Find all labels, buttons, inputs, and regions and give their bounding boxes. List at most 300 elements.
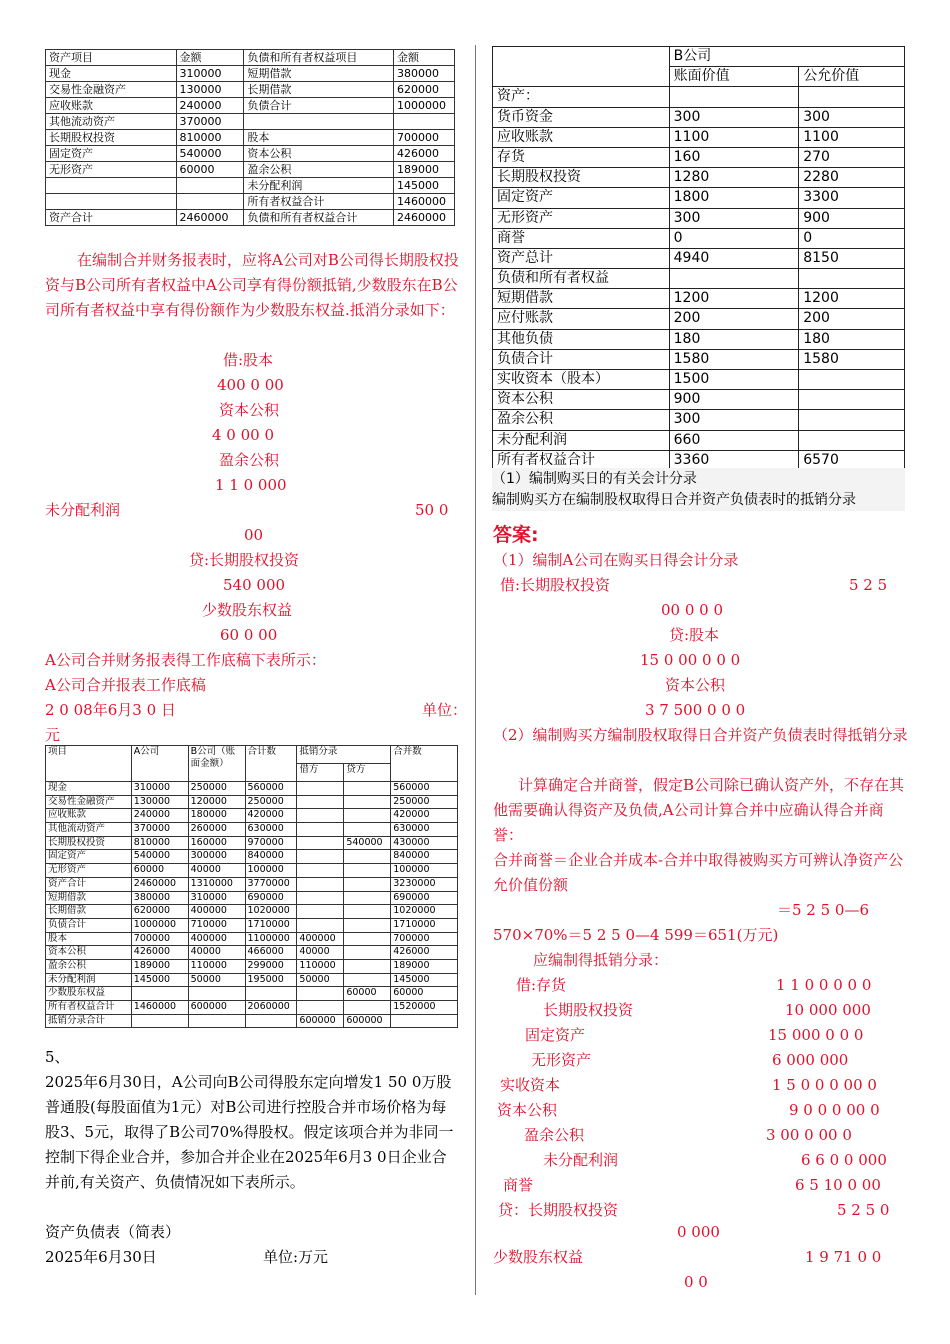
table-cell: [131, 1014, 188, 1028]
table-cell: [344, 905, 391, 919]
answer-1-credit: 贷:股本: [669, 626, 720, 644]
table-cell: [344, 959, 391, 973]
table-cell: [297, 877, 344, 891]
table-cell: 现金: [46, 66, 177, 82]
table-row: [493, 188, 905, 208]
table-cell: [297, 918, 344, 932]
elim-long-term-investment-label: 长期股权投资: [543, 1001, 634, 1019]
table-cell: [297, 823, 344, 837]
table-cell: [297, 891, 344, 905]
table-cell: 189000: [131, 959, 188, 973]
table-row: [46, 146, 455, 162]
table-cell: 60000: [344, 987, 391, 1001]
table-cell: 股本: [244, 130, 394, 146]
table-cell: 借方: [297, 764, 344, 782]
table-cell: 180000: [188, 809, 245, 823]
table-cell: 合并数: [391, 746, 458, 782]
table-cell: 资产项目: [46, 50, 177, 66]
table-cell: 400000: [188, 905, 245, 919]
problem-number: 5、: [45, 1048, 70, 1066]
table-cell: [297, 795, 344, 809]
table-cell: 长期股权投资: [46, 836, 132, 850]
table-cell: 380000: [131, 891, 188, 905]
table-cell: 540000: [176, 146, 244, 162]
table-row: [46, 130, 455, 146]
table-cell: 账面价值: [669, 67, 799, 87]
table-cell: 资产合计: [46, 210, 177, 226]
table-cell: 660: [669, 430, 799, 450]
table-cell: 资本公积: [244, 146, 394, 162]
table-cell: 430000: [391, 836, 458, 850]
table-cell: [344, 932, 391, 946]
table-cell: 长期借款: [46, 905, 132, 919]
table-cell: 1100: [669, 127, 799, 147]
table-row: [46, 959, 458, 973]
table-cell: A公司: [131, 746, 188, 782]
table-cell: 900: [799, 208, 905, 228]
table-cell: 299000: [245, 959, 297, 973]
elim-undistributed-profit-amount: 6 6 0 0 000: [801, 1151, 887, 1169]
table-cell: 710000: [188, 918, 245, 932]
table-cell: 金额: [176, 50, 244, 66]
table-cell: 970000: [245, 836, 297, 850]
entry-credit-investment: 贷:长期股权投资: [189, 551, 300, 569]
sheet-title: 资产负债表（简表）: [45, 1223, 181, 1241]
table-cell: 420000: [245, 809, 297, 823]
table-row: [493, 349, 905, 369]
table-cell: [188, 987, 245, 1001]
table-row: [46, 210, 455, 226]
table-cell: 长期股权投资: [493, 168, 670, 188]
table-cell: 1020000: [391, 905, 458, 919]
table-cell: 6570: [799, 450, 905, 470]
table-cell: 盈余公积: [244, 162, 394, 178]
table-row: [46, 836, 458, 850]
entry-amount: 1 1 0 000: [215, 476, 287, 494]
table-cell: 840000: [391, 850, 458, 864]
table-cell: 620000: [131, 905, 188, 919]
table-cell: [344, 918, 391, 932]
table-cell: 货币资金: [493, 107, 670, 127]
table-cell: 资产：: [493, 87, 670, 107]
table-row: [493, 127, 905, 147]
table-cell: 310000: [131, 782, 188, 796]
table-header-row: [46, 50, 455, 66]
table-cell: 长期股权投资: [46, 130, 177, 146]
table-row: [493, 410, 905, 430]
table-cell: 540000: [344, 836, 391, 850]
entry-minority-interest: 少数股东权益: [202, 601, 293, 619]
table-cell: 100000: [391, 864, 458, 878]
table-cell: 资本公积: [493, 390, 670, 410]
table-cell: 3300: [799, 188, 905, 208]
table-cell: [394, 114, 455, 130]
table-cell: 40000: [297, 946, 344, 960]
table-cell: [799, 410, 905, 430]
table-cell: 690000: [391, 891, 458, 905]
table-cell: 项目: [46, 746, 132, 782]
elim-paid-in-capital-label: 实收资本: [500, 1076, 561, 1094]
table-cell: 3230000: [391, 877, 458, 891]
table-cell: 130000: [131, 795, 188, 809]
table-cell: 810000: [131, 836, 188, 850]
elim-paid-in-capital-amount: 1 5 0 0 0 00 0: [772, 1076, 877, 1094]
table-cell: 260000: [188, 823, 245, 837]
table-cell: 未分配利润: [46, 973, 132, 987]
table-cell: 100000: [245, 864, 297, 878]
table-row: [46, 987, 458, 1001]
table-cell: 4940: [669, 248, 799, 268]
table-row: [46, 973, 458, 987]
table-cell: 240000: [176, 98, 244, 114]
table-cell: 600000: [188, 1001, 245, 1015]
table-cell: 40000: [188, 946, 245, 960]
entry-amount: 400 0 00: [217, 376, 284, 394]
table-cell: 固定资产: [46, 850, 132, 864]
table-cell: 40000: [188, 864, 245, 878]
table-cell: 负债和所有者权益合计: [244, 210, 394, 226]
table-cell: 2460000: [394, 210, 455, 226]
table-cell: 2460000: [176, 210, 244, 226]
table-cell: 0: [799, 228, 905, 248]
table-cell: 700000: [394, 130, 455, 146]
table-cell: 600000: [297, 1014, 344, 1028]
worksheet-unit: 单位：: [422, 701, 468, 719]
table-cell: 180: [669, 329, 799, 349]
table-cell: [799, 390, 905, 410]
table-row: [46, 114, 455, 130]
table-cell: 0: [669, 228, 799, 248]
sheet-unit: 单位:万元: [263, 1248, 329, 1266]
table-cell: 应收账款: [46, 98, 177, 114]
table-cell: 负债合计: [244, 98, 394, 114]
table-cell: 700000: [131, 932, 188, 946]
answer-amount: 00 0 0 0: [661, 601, 724, 619]
minority-label: 少数股东权益: [493, 1248, 584, 1266]
question-2: 编制购买方在编制股权取得日合并资产负债表时的抵销分录: [492, 489, 905, 511]
table-cell: 1500: [669, 370, 799, 390]
table-cell: 250000: [391, 795, 458, 809]
table-cell: 900: [669, 390, 799, 410]
entry-amount: 540 000: [223, 576, 286, 594]
table-cell: [297, 987, 344, 1001]
table-cell: 810000: [176, 130, 244, 146]
table-row: [46, 905, 458, 919]
table-cell: 1200: [669, 289, 799, 309]
table-cell: 560000: [245, 782, 297, 796]
table-cell: B公司（账面金额）: [188, 746, 245, 782]
table-cell: [344, 864, 391, 878]
table-cell: 1460000: [131, 1001, 188, 1015]
table-cell: 交易性金融资产: [46, 795, 132, 809]
table-cell: 420000: [391, 809, 458, 823]
table-cell: 所有者权益合计: [46, 1001, 132, 1015]
table-cell: 145000: [394, 178, 455, 194]
table-cell: 8150: [799, 248, 905, 268]
table-row: [493, 430, 905, 450]
table-cell: [297, 809, 344, 823]
table-cell: 1280: [669, 168, 799, 188]
elim-inventory-amount: 1 1 0 0 0 0 0: [776, 976, 872, 994]
table-cell: 资产合计: [46, 877, 132, 891]
elim-credit-investment-label: 贷：长期股权投资: [498, 1201, 619, 1219]
table-cell: [297, 1001, 344, 1015]
table-row: [493, 390, 905, 410]
table-cell: 145000: [391, 973, 458, 987]
table-cell: 1310000: [188, 877, 245, 891]
table-cell: 120000: [188, 795, 245, 809]
table-row: [46, 864, 458, 878]
table-cell: [176, 194, 244, 210]
table-row: [493, 289, 905, 309]
table-row: [493, 147, 905, 167]
answer-2-para2: 合并商誉＝企业合并成本-合并中取得被购买方可辨认净资产公允价值份额: [493, 851, 904, 894]
table-cell: 160000: [188, 836, 245, 850]
table-row: [46, 809, 458, 823]
table-cell: [344, 946, 391, 960]
table-cell: 180: [799, 329, 905, 349]
table-cell: [344, 809, 391, 823]
entry-undistributed-label: 未分配利润: [45, 501, 121, 519]
elim-fixed-assets-amount: 15 000 0 0 0: [768, 1026, 864, 1044]
answer-amount: 1 9 71 0 0: [805, 1248, 882, 1266]
table-row: [493, 329, 905, 349]
table-cell: [799, 370, 905, 390]
table-row: [493, 208, 905, 228]
table-cell: 少数股东权益: [46, 987, 132, 1001]
answer-amount: 5 2 5: [849, 576, 888, 594]
elim-credit-investment-amount: 5 2 5 0: [837, 1201, 890, 1219]
answer-1-debit: 借:长期股权投资: [500, 576, 611, 594]
table-cell: 负债和所有者权益: [493, 269, 670, 289]
table-cell: 50000: [297, 973, 344, 987]
table-cell: 690000: [245, 891, 297, 905]
table-cell: 负债和所有者权益项目: [244, 50, 394, 66]
table-cell: [297, 836, 344, 850]
table-cell: 抵销分录: [297, 746, 391, 764]
answer-1-title: （1）编制A公司在购买日得会计分录: [493, 551, 739, 569]
table-cell: [245, 1014, 297, 1028]
table-row: [46, 877, 458, 891]
table-cell: 426000: [394, 146, 455, 162]
table-cell: [344, 782, 391, 796]
table-cell: 60000: [131, 864, 188, 878]
table-cell: 270: [799, 147, 905, 167]
table-cell: 长期借款: [244, 82, 394, 98]
table-cell: [344, 850, 391, 864]
table-cell: 110000: [297, 959, 344, 973]
table-cell: 股本: [46, 932, 132, 946]
answer-2-para1: 计算确定合并商誉，假定B公司除已确认资产外，不存在其他需要确认得资产及负债,A公司计算合并中应确认得合并商誉：: [493, 776, 905, 844]
table-cell: 250000: [188, 782, 245, 796]
table-cell: [344, 877, 391, 891]
table-cell: 无形资产: [46, 162, 177, 178]
table-cell: 应收账款: [493, 127, 670, 147]
table-cell: 195000: [245, 973, 297, 987]
table-cell: 1000000: [394, 98, 455, 114]
table-cell: [297, 864, 344, 878]
table-row: [493, 168, 905, 188]
table-cell: 实收资本（股本）: [493, 370, 670, 390]
table-cell: 2060000: [245, 1001, 297, 1015]
table-cell: 240000: [131, 809, 188, 823]
table-row: [493, 269, 905, 289]
sheet-date: 2025年6月30日: [45, 1248, 157, 1266]
balance-table: [45, 49, 455, 226]
elim-goodwill-label: 商誉: [503, 1176, 534, 1194]
answer-2-calc-a: ＝5 2 5 0—6: [777, 901, 870, 919]
table-cell: 300000: [188, 850, 245, 864]
table-cell: 其他流动资产: [46, 114, 177, 130]
table-row: [493, 309, 905, 329]
table-cell: 无形资产: [493, 208, 670, 228]
table-header-row: [493, 47, 905, 67]
table-cell: [669, 87, 799, 107]
table-cell: 300: [799, 107, 905, 127]
answer-amount: 15 0 00 0 0 0: [640, 651, 741, 669]
table-cell: [799, 269, 905, 289]
table-cell: 400000: [188, 932, 245, 946]
table-cell: 应付账款: [493, 309, 670, 329]
table-cell: 1100: [799, 127, 905, 147]
answer-amount: 3 7 500 0 0 0: [645, 701, 746, 719]
table-cell: 380000: [394, 66, 455, 82]
elim-capital-reserve-label: 资本公积: [497, 1101, 558, 1119]
table-cell: [297, 850, 344, 864]
table-cell: 160: [669, 147, 799, 167]
table-cell: 200: [799, 309, 905, 329]
entry-amount: 60 0 00: [220, 626, 278, 644]
table-row: [46, 795, 458, 809]
table-cell: 310000: [176, 66, 244, 82]
entry-amount: 4 0 00 0: [212, 426, 275, 444]
table-row: [46, 162, 455, 178]
table-cell: 金额: [394, 50, 455, 66]
table-cell: 交易性金融资产: [46, 82, 177, 98]
table-cell: 1100000: [245, 932, 297, 946]
table-cell: 资产总计: [493, 248, 670, 268]
table-cell: [799, 430, 905, 450]
entry-surplus-reserve: 盈余公积: [219, 451, 280, 469]
table-cell: [344, 1001, 391, 1015]
table-cell: [244, 114, 394, 130]
table-cell: 短期借款: [46, 891, 132, 905]
table-cell: 未分配利润: [244, 178, 394, 194]
table-cell: 1020000: [245, 905, 297, 919]
answer-1-capital: 资本公积: [665, 676, 726, 694]
table-cell: [245, 987, 297, 1001]
table-cell: 310000: [188, 891, 245, 905]
table-cell: 300: [669, 107, 799, 127]
table-cell: [344, 973, 391, 987]
table-cell: 盈余公积: [46, 959, 132, 973]
elim-intangible-assets-label: 无形资产: [531, 1051, 592, 1069]
table-cell: 620000: [394, 82, 455, 98]
table-cell: 300: [669, 208, 799, 228]
table-cell: 1580: [669, 349, 799, 369]
table-row: [46, 1014, 458, 1028]
table-cell: 1800: [669, 188, 799, 208]
table-cell: 3360: [669, 450, 799, 470]
table-cell: 1580: [799, 349, 905, 369]
table-cell: 资本公积: [46, 946, 132, 960]
table-cell: 1710000: [391, 918, 458, 932]
question-1: （1）编制购买日的有关会计分录: [492, 468, 905, 490]
table-cell: 400000: [297, 932, 344, 946]
table-cell: 盈余公积: [493, 410, 670, 430]
table-cell: 固定资产: [493, 188, 670, 208]
table-cell: 3770000: [245, 877, 297, 891]
answer-2-heading: 应编制得抵销分录：: [533, 951, 669, 969]
table-cell: 300: [669, 410, 799, 430]
table-cell: 1200: [799, 289, 905, 309]
table-row: [46, 850, 458, 864]
table-cell: [176, 178, 244, 194]
column-divider: [475, 45, 476, 1295]
table-cell: 370000: [176, 114, 244, 130]
table-cell: 所有者权益合计: [493, 450, 670, 470]
table-row: [46, 194, 455, 210]
elim-surplus-reserve-label: 盈余公积: [524, 1126, 585, 1144]
table-cell: 未分配利润: [493, 430, 670, 450]
table-row: [46, 932, 458, 946]
table-cell: 130000: [176, 82, 244, 98]
table-row: [46, 918, 458, 932]
table-cell: 110000: [188, 959, 245, 973]
elim-intangible-assets-amount: 6 000 000: [772, 1051, 849, 1069]
table-cell: 189000: [391, 959, 458, 973]
table-cell: [46, 178, 177, 194]
table-row: [493, 248, 905, 268]
worksheet-unit-suffix: 元: [45, 726, 61, 744]
worksheet-date: 2 0 08年6月3 0 日: [45, 701, 176, 719]
table-cell: 1460000: [394, 194, 455, 210]
table-cell: 公允价值: [799, 67, 905, 87]
table-cell: 无形资产: [46, 864, 132, 878]
table-row: [46, 946, 458, 960]
elim-inventory-label: 借:存货: [516, 976, 567, 994]
table-row: [493, 370, 905, 390]
table-cell: 200: [669, 309, 799, 329]
table-cell: 189000: [394, 162, 455, 178]
table-cell: [297, 905, 344, 919]
table-cell: 630000: [245, 823, 297, 837]
table-row: [46, 782, 458, 796]
problem-body: 2025年6月30日，A公司向B公司得股东定向增发1 50 0万股普通股(每股面值为1元）对B公司进行控股合并市场价格为每股3、5元，取得了B公司70%得股权。假定该项合并为非同一控制下得企业合并，参加合并企业在2025年6月3 0日企业合并前,有关资产、负债情况如下表所示。: [45, 1073, 454, 1191]
table-cell: 600000: [344, 1014, 391, 1028]
table-cell: [391, 1014, 458, 1028]
table-row: [46, 98, 455, 114]
table-cell: 短期借款: [493, 289, 670, 309]
table-row: [493, 87, 905, 107]
table-cell: 其他流动资产: [46, 823, 132, 837]
answer-2-title: （2）编制购买方编制股权取得日合并资产负债表时得抵销分录: [493, 726, 908, 744]
answer-title: 答案:: [493, 524, 539, 546]
table-cell: 其他负债: [493, 329, 670, 349]
table-row: [493, 107, 905, 127]
table-cell: 540000: [131, 850, 188, 864]
table-cell: B公司: [669, 47, 904, 67]
table-cell: 贷方: [344, 764, 391, 782]
table-cell: 合计数: [245, 746, 297, 782]
table-row: [46, 823, 458, 837]
answer-amount: 0 000: [677, 1223, 720, 1241]
table-cell: 426000: [131, 946, 188, 960]
table-row: [46, 82, 455, 98]
elim-long-term-investment-amount: 10 000 000: [785, 1001, 871, 1019]
consolidation-worksheet: [45, 745, 458, 1028]
table-cell: 抵销分录合计: [46, 1014, 132, 1028]
